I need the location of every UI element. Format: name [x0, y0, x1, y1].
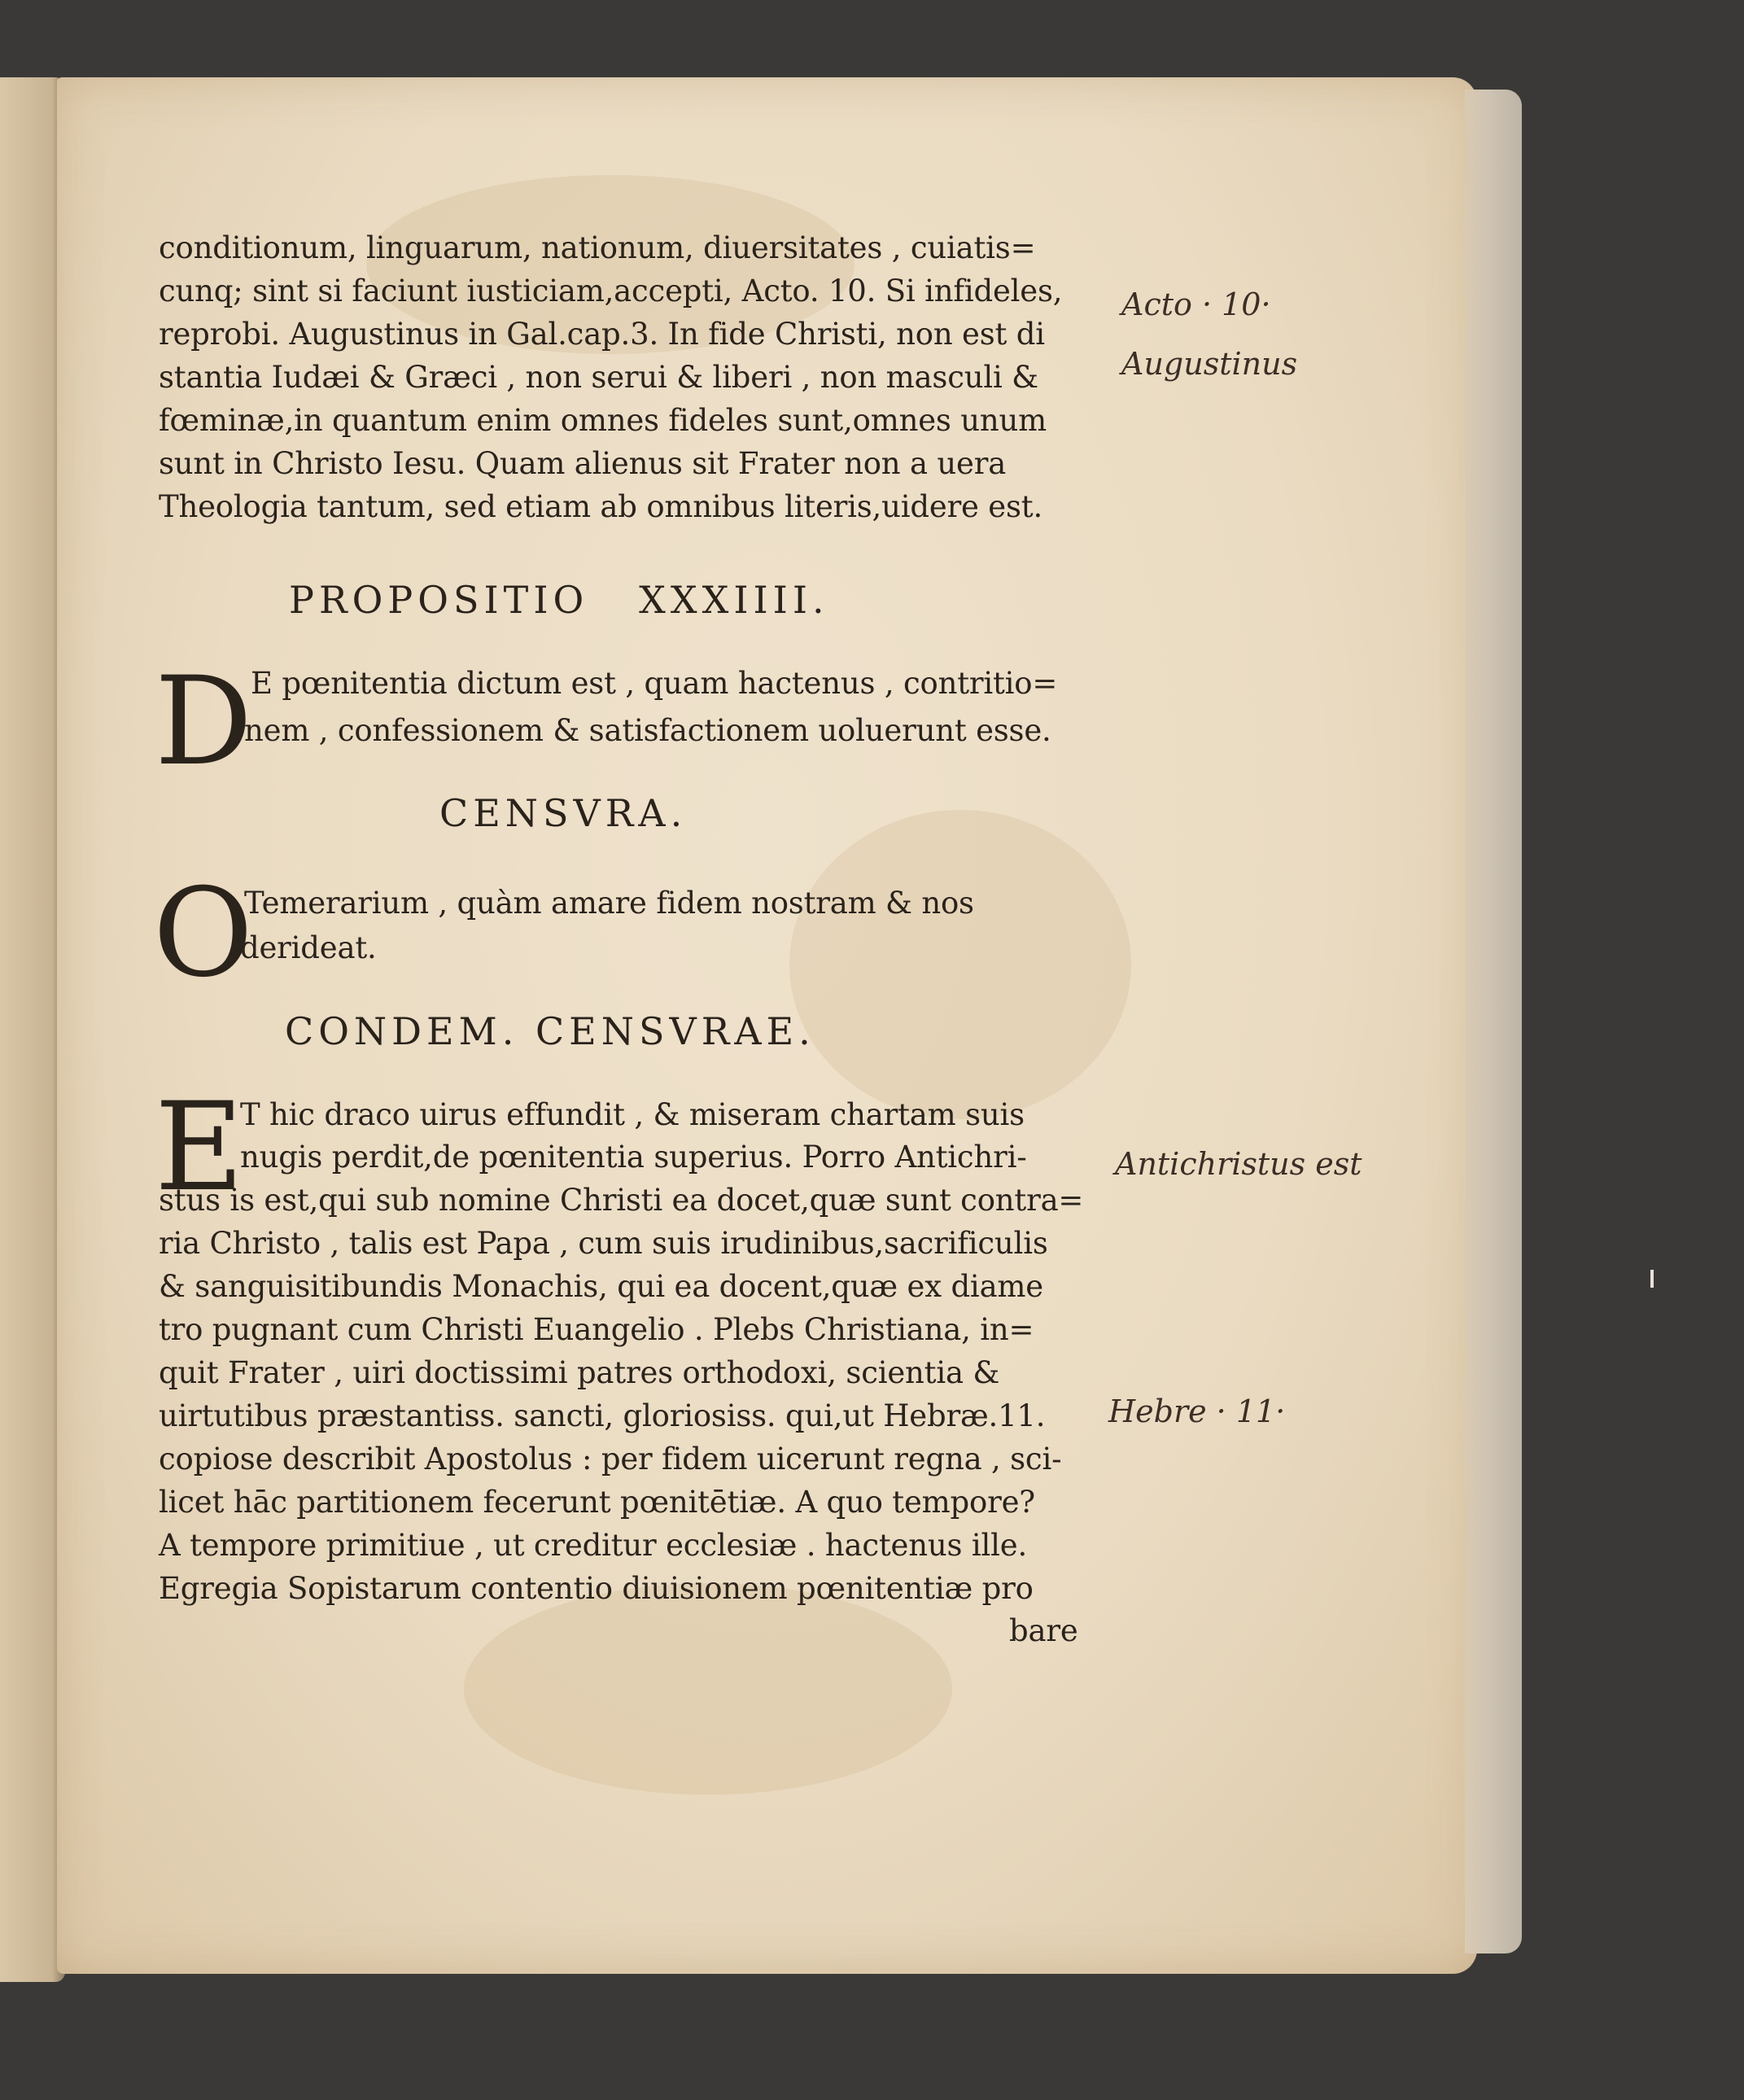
text-line: nem , confessionem & satisfactionem uoluerunt esse. — [244, 713, 1051, 748]
text-line: conditionum, linguarum, nationum, diuersitates , cuiatis= — [159, 230, 1036, 265]
text-line: sunt in Christo Iesu. Quam alienus sit Frater non a uera — [159, 446, 1007, 481]
text-line: fœminæ,in quantum enim omnes fideles sunt,omnes unum — [159, 403, 1047, 438]
text-line: stus is est,qui sub nomine Christi ea docet,quæ sunt contra= — [159, 1183, 1084, 1218]
text-line: derideat. — [240, 930, 377, 965]
dropcap-d: D — [155, 651, 253, 793]
marginal-note-hebre: Hebre · 11· — [1108, 1393, 1286, 1429]
page-fore-edge — [1465, 90, 1522, 1953]
text-line: copiose describit Apostolus : per fidem uicerunt regna , sci- — [159, 1442, 1062, 1477]
heading-censura: CENSVRA. — [439, 791, 688, 835]
text-line: Temerarium , quàm amare fidem nostram & nos — [244, 886, 974, 921]
text-line: & sanguisitibundis Monachis, qui ea docent,quæ ex diame — [159, 1269, 1044, 1304]
text-line: stantia Iudæi & Græci , non serui & liberi , non masculi & — [159, 360, 1038, 395]
text-line: uirtutibus præstantiss. sancti, gloriosiss. qui,ut Hebræ.11. — [159, 1398, 1046, 1433]
text-line: Theologia tantum, sed etiam ab omnibus literis,uidere est. — [159, 489, 1043, 524]
dropcap-o: O — [153, 863, 253, 1004]
heading-propositio: PROPOSITIO XXXIIII. — [289, 578, 829, 622]
text-line: ria Christo , talis est Papa , cum suis irudinibus,sacrificulis — [159, 1226, 1048, 1261]
stain — [464, 1583, 952, 1795]
text-line: nugis perdit,de pœnitentia superius. Porro Antichri- — [240, 1140, 1027, 1175]
text-line: tro pugnant cum Christi Euangelio . Plebs Christiana, in= — [159, 1312, 1034, 1347]
text-line: E pœnitentia dictum est , quam hactenus , contritio= — [251, 666, 1058, 701]
catchword: bare — [1009, 1613, 1078, 1648]
stain — [789, 810, 1131, 1119]
dropcap-e: E — [155, 1077, 244, 1218]
marginal-note-augustinus: Augustinus — [1121, 346, 1298, 382]
text-line: licet hāc partitionem fecerunt pœnitētiæ. A quo tempore? — [159, 1485, 1035, 1520]
text-line: T hic draco uirus effundit , & miseram chartam suis — [240, 1097, 1025, 1132]
text-line: Egregia Sopistarum contentio diuisionem pœnitentiæ pro — [159, 1571, 1034, 1606]
text-line: quit Frater , uiri doctissimi patres orthodoxi, scientia & — [159, 1355, 1000, 1390]
left-page-edge — [0, 77, 65, 1982]
edge-mark — [1650, 1270, 1654, 1288]
text-line: A tempore primitiue , ut creditur ecclesiæ . hactenus ille. — [159, 1528, 1027, 1563]
marginal-note-acto: Acto · 10· — [1121, 287, 1271, 322]
heading-condem-censurae: CONDEM. CENSVRAE. — [285, 1009, 815, 1053]
text-line: cunq; sint si faciunt iusticiam,accepti, Acto. 10. Si infideles, — [159, 273, 1063, 308]
marginal-note-antichristus: Antichristus est — [1115, 1146, 1362, 1182]
text-line: reprobi. Augustinus in Gal.cap.3. In fide Christi, non est di — [159, 317, 1045, 352]
